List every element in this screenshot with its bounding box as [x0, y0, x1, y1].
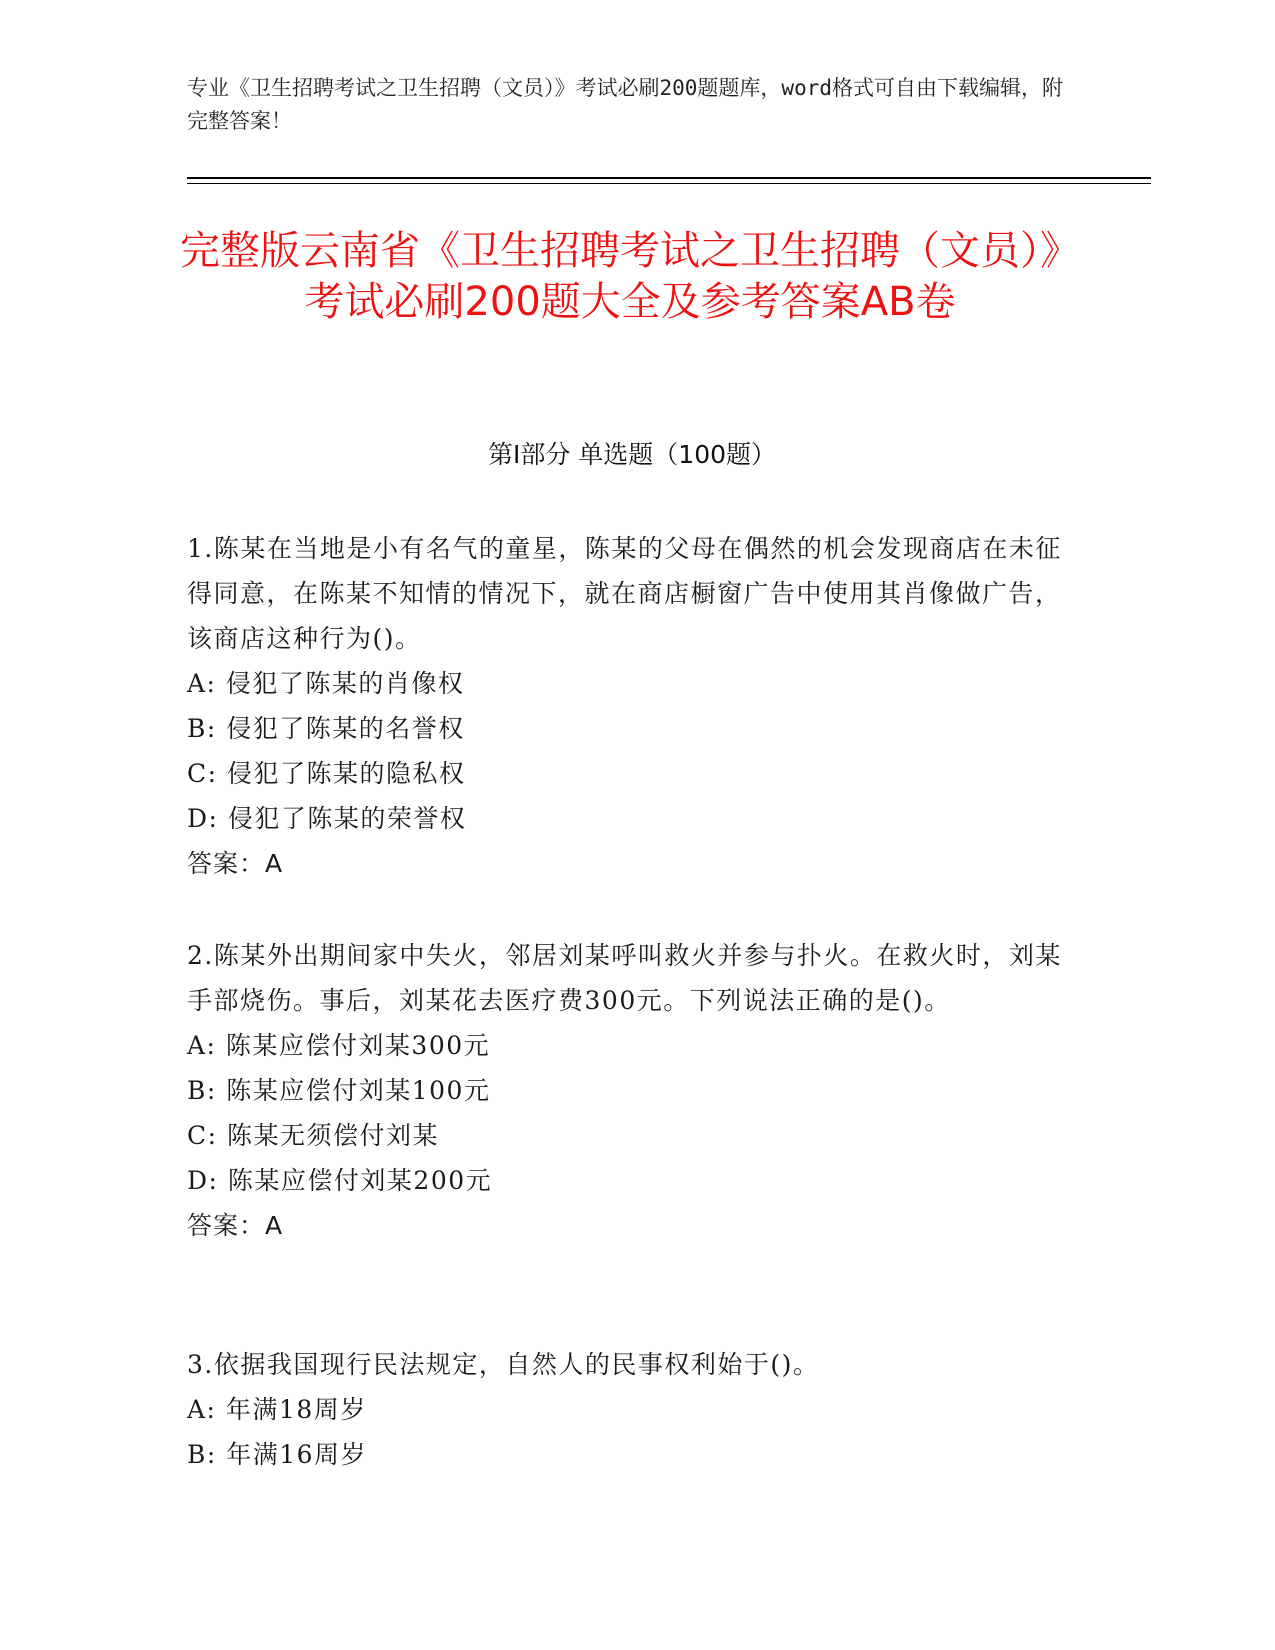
question-3: [187, 1342, 1067, 1477]
option-a: A: 陈某应偿付刘某300元: [187, 1031, 491, 1060]
option-d: D: 侵犯了陈某的荣誉权: [187, 804, 467, 833]
header-rule-thin: [187, 183, 1151, 184]
question-2: [187, 933, 1067, 1248]
document-title: 完整版云南省《卫生招聘考试之卫生招聘（文员）》考试必刷200题大全及参考答案AB卷: [180, 228, 1080, 325]
option-c: C: 陈某无须偿付刘某: [187, 1121, 439, 1150]
answer: 答案：A: [187, 849, 284, 878]
section-title: 第Ⅰ部分 单选题（100题）: [487, 440, 777, 469]
option-a: A: 侵犯了陈某的肖像权: [187, 669, 465, 698]
option-a: A: 年满18周岁: [187, 1395, 367, 1424]
question-stem: 2.陈某外出期间家中失火，邻居刘某呼叫救火并参与扑火。在救火时，刘某手部烧伤。事后，刘某花去医疗费300元。下列说法正确的是()。: [187, 941, 1062, 1015]
question-stem: 1.陈某在当地是小有名气的童星，陈某的父母在偶然的机会发现商店在未征得同意，在陈某不知情的情况下，就在商店橱窗广告中使用其肖像做广告，该商店这种行为()。: [187, 534, 1062, 653]
option-b: B: 侵犯了陈某的名誉权: [187, 714, 465, 743]
question-stem: 3.依据我国现行民法规定，自然人的民事权利始于()。: [187, 1350, 820, 1379]
question-1: [187, 526, 1067, 886]
option-b: B: 陈某应偿付刘某100元: [187, 1076, 491, 1105]
option-b: B: 年满16周岁: [187, 1440, 368, 1469]
option-c: C: 侵犯了陈某的隐私权: [187, 759, 466, 788]
header-rule-thick: [187, 177, 1151, 179]
header-note: 专业《卫生招聘考试之卫生招聘（文员）》考试必刷200题题库，word格式可自由下载编辑，附完整答案！: [187, 76, 1063, 133]
answer: 答案：A: [187, 1211, 284, 1240]
option-d: D: 陈某应偿付刘某200元: [187, 1166, 493, 1195]
